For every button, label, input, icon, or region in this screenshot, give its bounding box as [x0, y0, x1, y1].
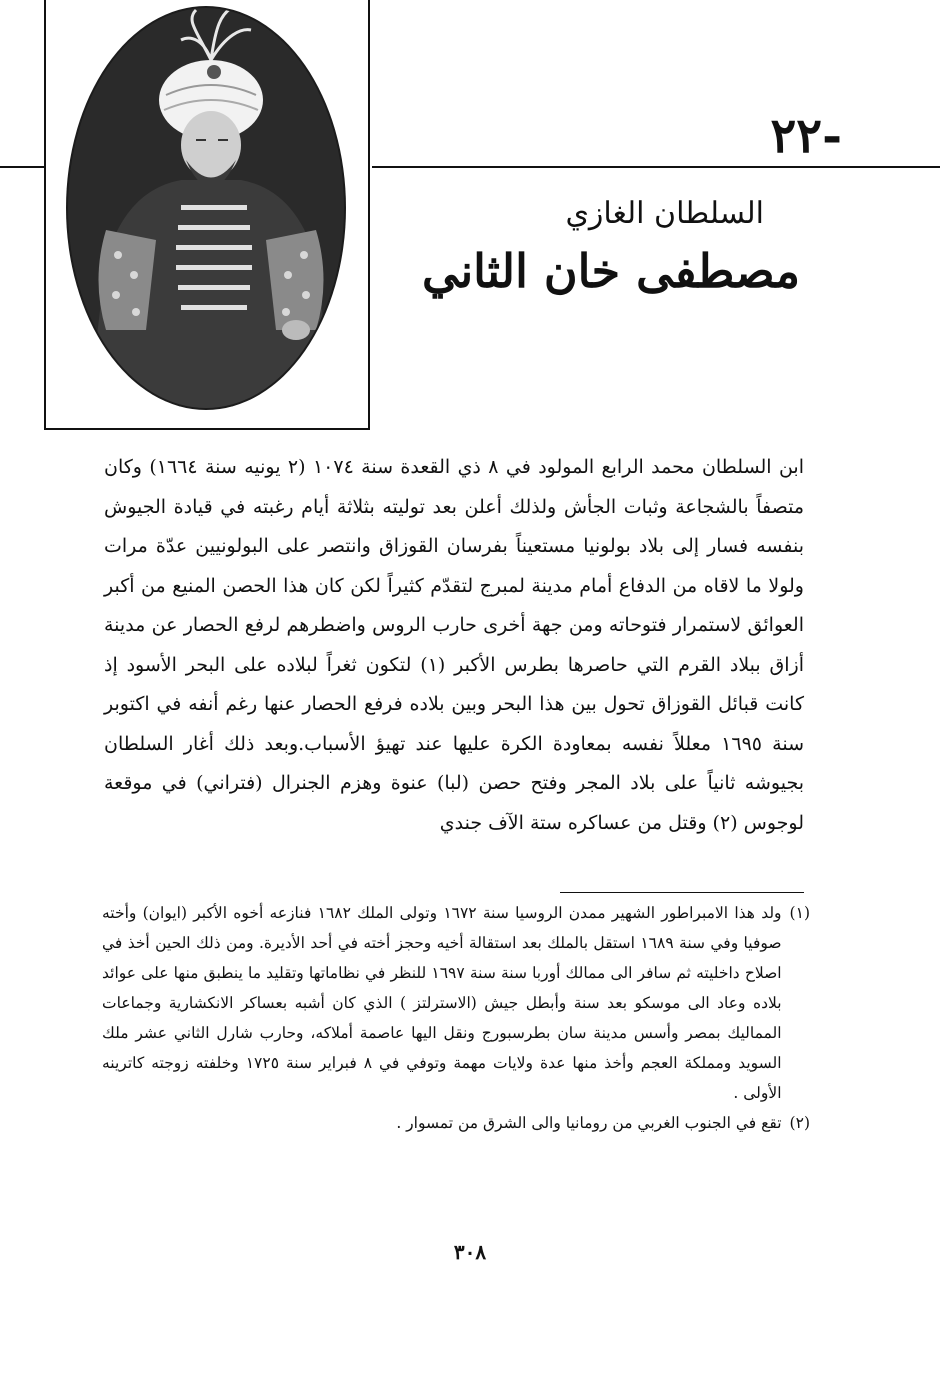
footnote-2: [102, 1108, 810, 1138]
page-title: مصطفى خان الثاني: [422, 244, 800, 298]
body-text: [104, 448, 804, 843]
footnotes: [102, 898, 810, 1138]
header-rule-left: [0, 166, 46, 168]
footnote-1: [102, 898, 810, 1108]
body-paragraph: ابن السلطان محمد الرابع المولود في ٨ ذي القعدة سنة ١٠٧٤ (٢ يونيه سنة ١٦٦٤) وكان متصفاً بالشجاعة وثبات الجأش ولذلك أعلن بعد توليته بثلاثة أيام رغبته في قيادة الجيوش بنفسه فسار إلى بلاد بولونيا مستعيناً بفرسان القوزاق وانتصر على البولونيين عدّة مرات ولولا ما لاقاه من الدفاع أمام مدينة لمبرج لتقدّم كثيراً لكن كان هذا الحصن المنيع من أكبر العوائق لاستمرار فتوحاته ومن جهة أخرى حارب الروس واضطرهم لرفع الحصار عن مدينة أزاق ببلاد القرم التي حاصرها بطرس الأكبر (١) لتكون ثغراً لبلاده على البحر الأسود إذ كانت قبائل القوزاق تحول بين هذا البحر وبين بلاده فرفع الحصار عنها رغم أنفه في اكتوبر سنة ١٦٩٥ معللاً نفسه بمعاودة الكرة عليها عند تهيؤ الأسباب.وبعد ذلك أغار السلطان بجيوشه ثانياً على بلاد المجر وفتح حصن (لبا) عنوة وهزم الجنرال (فتراني) في موقعة لوجوس (٢) وقتل من عساكره ستة الآف جندي: [104, 456, 805, 834]
footnote-rule: [560, 892, 804, 893]
footnote-text: ولد هذا الامبراطور الشهير ممدن الروسيا سنة ١٦٧٢ وتولى الملك ١٦٨٢ فنازعه أخوه الأكبر (ايوان) وأخته صوفيا وفي سنة ١٦٨٩ استقل بالملك بعد استقالة أخيه وحجز أخته في أحد الأديرة. ومن ذلك الحين أخذ في اصلاح داخليته ثم سافر الى ممالك أوربا سنة سنة ١٦٩٧ للنظر في نظاماتها وتقليد ما ينطبق منها على عوائد بلاده وعاد الى موسكو بعد سنة وأبطل جيش (الاسترلتز ) الذي كان أشبه بعساكر الانكشارية وجماعات المماليك بمصر وأسس مدينة سان بطرسبورج ونقل اليها عاصمة أملاكه، وحارب شارل الثاني عشر ملك السويد ومملكة العجم وأخذ منها عدة ولايات مهمة وتوفي في ٨ فبراير سنة ١٧٢٥ وخلفته زوجته كاترينه الأولى .: [102, 904, 782, 1102]
chapter-number: -٢٢: [770, 108, 842, 164]
title-prefix: السلطان الغازي: [565, 196, 764, 231]
header-rule-right: [372, 166, 940, 168]
footnote-number: (١): [789, 904, 810, 922]
sultan-portrait-image: [46, 0, 368, 428]
page-number: ٣٠٨: [453, 1240, 487, 1264]
footnote-number: (٢): [789, 1114, 810, 1132]
footnote-text: تقع في الجنوب الغربي من رومانيا والى الشرق من تمسوار .: [396, 1114, 782, 1132]
portrait-frame: [44, 0, 370, 430]
